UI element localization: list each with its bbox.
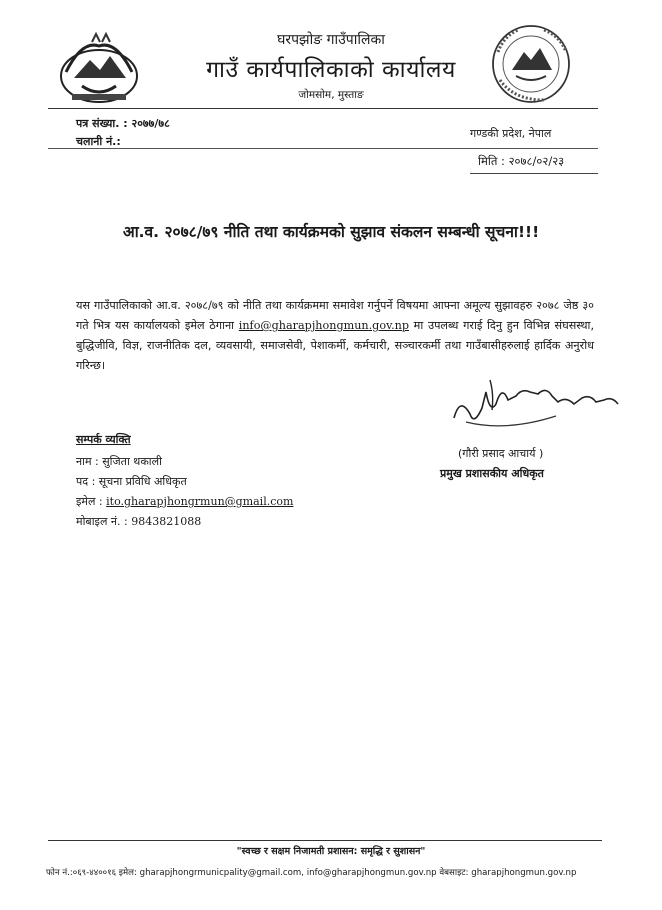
footer-contact-info: फोन नं.:०६९-४४००१६ इमेल: gharapjhongrmunicpality@gmail.com, info@gharapjhongmun.gov.np वेबसाइट: gharapjhongmun.gov.np (46, 868, 577, 878)
notice-body-text-end: मा उपलब्ध गराई दिनु हुन विभिन्न संघसस्था, बुद्धिजीवि, विज्ञ, राजनीतिक दल, व्यवसायी, समाजसेवी, पेशाकर्मी, कर्मचारी, सञ्चारकर्मी तथा गाउँबासीहरुलाई हार्दिक अनुरोध गरिन्छ। (76, 319, 594, 372)
contact-mobile-row (76, 514, 201, 529)
contact-heading: सम्पर्क व्यक्ति (76, 433, 131, 446)
handwritten-signature (446, 374, 626, 442)
dispatch-number: चलानी नं.: (76, 135, 121, 148)
province-label: गण्डकी प्रदेश, नेपाल (470, 127, 552, 140)
municipality-name: घरपझोङ गाउँपालिका (277, 32, 385, 48)
office-title: गाउँ कार्यपालिकाको कार्यालय (206, 57, 456, 83)
signatory-name: (गौरी प्रसाद आचार्य ) (458, 447, 544, 460)
reference-divider (48, 148, 598, 149)
contact-name: नाम : सुजिता थकाली (76, 455, 162, 468)
signatory-title: प्रमुख प्रशासकीय अधिकृत (440, 467, 544, 480)
contact-post: पद : सूचना प्रविधि अधिकृत (76, 475, 187, 488)
contact-mobile-number: 9843821088 (131, 515, 202, 528)
contact-email-label: इमेल : (76, 495, 107, 508)
contact-email-link[interactable]: ito.gharapjhongrmun@gmail.com (106, 495, 294, 508)
header-divider (48, 108, 598, 109)
letter-number: पत्र संख्या. : २०७७/७८ (76, 117, 170, 130)
notice-title: आ.व. २०७८/७९ नीति तथा कार्यक्रमको सुझाव संकलन सम्बन्धी सूचना!!! (122, 223, 540, 241)
footer-motto: "स्वच्छ र सक्षम निजामती प्रशासन: समृद्धि र सुशासन" (236, 846, 426, 857)
notice-body-text: यस गाउँपालिकाको आ.व. २०७८/७९ को नीति तथा कार्यक्रममा समावेश गर्नुपर्ने विषयमा आफ्ना अमूल्य सुझावहरु २०७८ जेष्ठ ३० गते भित्र यस कार्यालयको इमेल ठेगाना (76, 299, 594, 332)
notice-body (76, 296, 594, 376)
contact-email-row (76, 494, 293, 509)
date-underline (470, 173, 598, 174)
contact-mobile-label: मोबाइल नं. : (76, 515, 132, 528)
office-location: जोमसोम, मुस्ताङ (298, 89, 364, 101)
notice-email-link[interactable]: info@gharapjhongmun.gov.np (238, 319, 409, 332)
letter-date: मिति : २०७८/०२/२३ (478, 154, 565, 168)
footer-divider (48, 840, 602, 841)
